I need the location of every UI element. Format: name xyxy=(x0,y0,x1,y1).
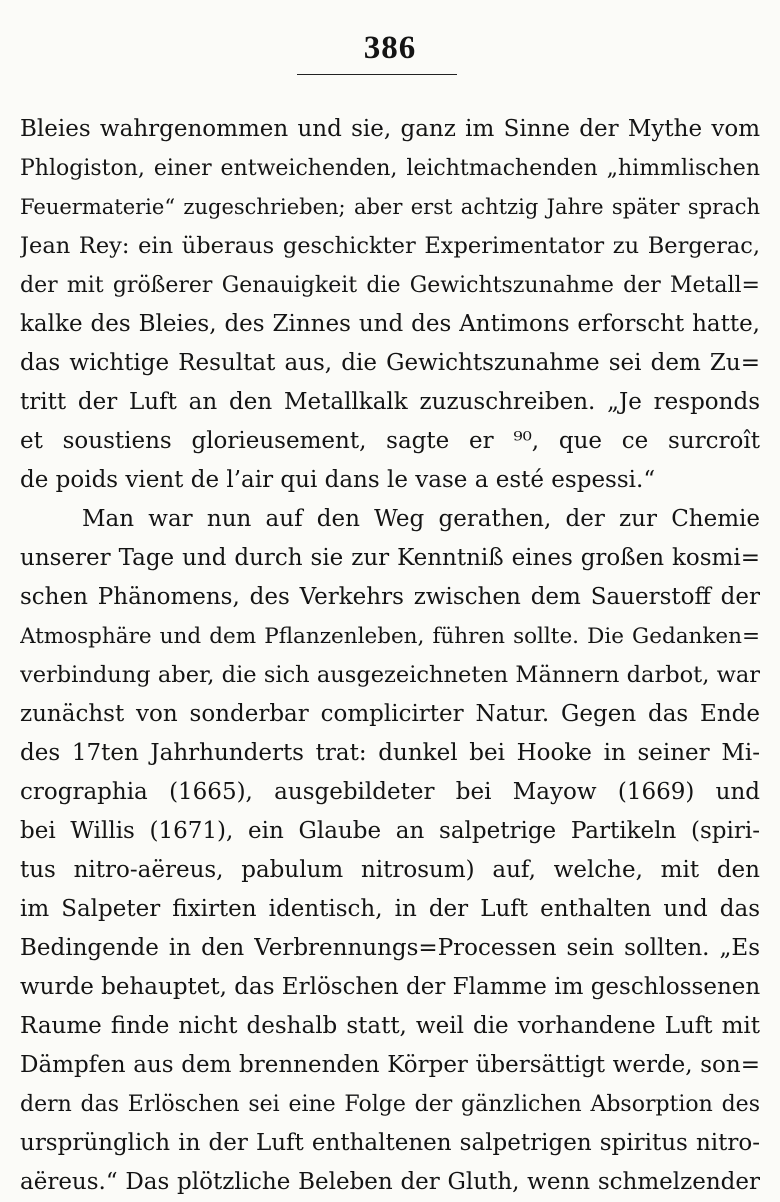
text-line: aëreus.“ Das plötzliche Beleben der Gluth, wenn schmelzender xyxy=(20,1169,760,1195)
text-line: et soustiens glorieusement, sagte er ⁹⁰, que ce surcroît xyxy=(20,428,760,454)
text-line: Bleies wahrgenommen und sie, ganz im Sinne der Mythe vom xyxy=(20,116,760,142)
text-line: tus nitro-aëreus, pabulum nitrosum) auf, welche, mit den xyxy=(20,857,760,883)
text-line: Raume finde nicht deshalb statt, weil die vorhandene Luft mit xyxy=(20,1013,760,1039)
text-line: kalke des Bleies, des Zinnes und des Antimons erforscht hatte, xyxy=(20,311,760,337)
text-line: Atmosphäre und dem Pflanzenleben, führen sollte. Die Gedanken= xyxy=(20,624,760,649)
text-line: Feuermaterie“ zugeschrieben; aber erst achtzig Jahre später sprach xyxy=(20,195,760,219)
text-line: im Salpeter fixirten identisch, in der Luft enthalten und das xyxy=(20,896,760,922)
text-line: ursprünglich in der Luft enthaltenen salpetrigen spiritus nitro- xyxy=(20,1130,760,1156)
text-line: crographia (1665), ausgebildeter bei Mayow (1669) und xyxy=(20,779,760,805)
body-text xyxy=(20,110,760,1202)
text-line: das wichtige Resultat aus, die Gewichtszunahme sei dem Zu= xyxy=(20,350,760,376)
text-line: zunächst von sonderbar complicirter Natur. Gegen das Ende xyxy=(20,701,760,727)
header-rule xyxy=(297,74,457,75)
text-line: Jean Rey: ein überaus geschickter Experimentator zu Bergerac, xyxy=(20,233,760,259)
paragraph-start-line: Man war nun auf den Weg gerathen, der zur Chemie xyxy=(82,506,760,532)
text-line: unserer Tage und durch sie zur Kenntniß eines großen kosmi= xyxy=(20,545,760,571)
text-line: des 17ten Jahrhunderts trat: dunkel bei Hooke in seiner Mi- xyxy=(20,740,760,766)
text-line: der mit größerer Genauigkeit die Gewichtszunahme der Metall= xyxy=(20,273,760,298)
text-line: Bedingende in den Verbrennungs=Processen sein sollten. „Es xyxy=(20,935,760,961)
text-line: dern das Erlöschen sei eine Folge der gänzlichen Absorption des xyxy=(20,1092,760,1117)
text-line: Phlogiston, einer entweichenden, leichtmachenden „himmlischen xyxy=(20,156,760,181)
page-number: 386 xyxy=(363,30,417,66)
text-line: Dämpfen aus dem brennenden Körper übersättigt werde, son= xyxy=(20,1052,760,1078)
paragraph-end-line: de poids vient de l’air qui dans le vase a esté espessi.“ xyxy=(20,467,656,493)
text-line: bei Willis (1671), ein Glaube an salpetrige Partikeln (spiri- xyxy=(20,818,760,844)
text-line: schen Phänomens, des Verkehrs zwischen dem Sauerstoff der xyxy=(20,584,760,610)
text-line: wurde behauptet, das Erlöschen der Flamme im geschlossenen xyxy=(20,974,760,1000)
text-line: verbindung aber, die sich ausgezeichneten Männern darbot, war xyxy=(20,662,760,688)
text-line: tritt der Luft an den Metallkalk zuzuschreiben. „Je responds xyxy=(20,389,760,415)
